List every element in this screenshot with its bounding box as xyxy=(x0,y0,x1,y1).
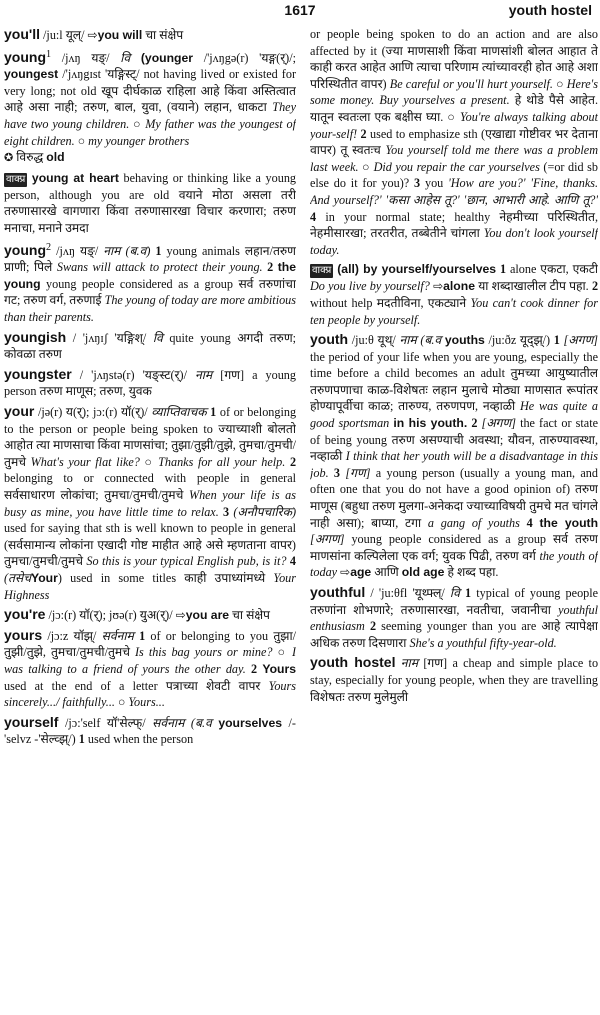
entry-youre xyxy=(4,606,296,624)
entry-young-2 xyxy=(4,240,296,326)
part-of-speech: नाम (ब.व) xyxy=(103,243,151,258)
pronunciation: /ju:θ यूथ्/ xyxy=(351,333,396,348)
cross-reference: you will xyxy=(97,28,143,42)
separator: ○ xyxy=(77,133,86,148)
sense-number: 2 xyxy=(591,279,598,294)
idiom-tag: वाक्प्र xyxy=(312,265,332,277)
pronunciation: /'jʌŋgɪst 'यङ्गिस्ट्/ xyxy=(62,67,140,82)
definition: in your normal state; healthy नेहमीच्या परिस्थितीत, नेहमीसारखा; तरतरीत, तब्बेतीने चांगला xyxy=(310,209,598,241)
sense-number: 4 xyxy=(289,554,296,569)
example: youthful enthusiasm xyxy=(310,602,598,634)
note: (तसेच xyxy=(4,570,31,585)
example: You can't cook dinner for ten people by yourself. xyxy=(310,295,598,327)
pronunciation: /-'selvz -'सेल्व्झ्/) xyxy=(4,715,296,747)
comparative: (younger xyxy=(140,50,194,65)
part-of-speech: वि xyxy=(449,586,460,600)
separator: ○ xyxy=(362,159,371,174)
example: Swans will attack to protect their young. xyxy=(56,260,263,275)
arrow-icon: ⇨ xyxy=(433,279,444,294)
definition: used for saying that sth is well known to people in general (सर्वसामान्य लोकांना एखादी गोष्ट माहीत आहे असे म्हणताना वापर) तुमचा/तुमची/तुमचे xyxy=(4,521,296,569)
keyword: the young xyxy=(4,260,296,291)
definition: without help मदतीविना, एकट्याने xyxy=(310,295,467,310)
definition: the period of your life when you are young, especially the time before a child becomes an adult तुमच्या आयुष्यातील तरुणपणाचा काळ-विशेषतः लहान मुलाचे मोठ्या माणसात रूपांतर होण्यापूर्वीचा काळ; तारुण्य, तरुणपण, नव्हाळी xyxy=(310,349,598,414)
sense-number: 3 xyxy=(223,504,230,519)
entry-youngster xyxy=(4,366,296,400)
sense-number: 1 xyxy=(78,732,85,747)
definition: or people being spoken to do an action and are also affected by it (ज्या माणसाशी किंवा माणसांशी बोलत आहात ते काही करत आहेत आणि त्याचा परिणाम त्यांच्यावरही होत आहे अशा परिस्थितीत वापर) xyxy=(310,27,598,91)
cross-reference: you are xyxy=(185,608,230,623)
arrow-icon: ⇨ xyxy=(87,28,98,42)
sense-number: 1 xyxy=(139,628,146,643)
register-label: (अनौपचारिक) xyxy=(233,504,296,519)
sense-number: 3 xyxy=(414,176,421,191)
part-of-speech: नाम xyxy=(400,656,419,671)
right-column xyxy=(310,26,598,1011)
plural-form: youths xyxy=(444,333,485,348)
entry-your xyxy=(4,403,296,603)
separator: ○ xyxy=(447,109,456,124)
entry-youthful xyxy=(310,584,598,651)
note: हे शब्द पहा. xyxy=(447,565,499,580)
example: the youth of today xyxy=(310,548,598,580)
grammar-label: [गण] xyxy=(423,656,448,671)
definition: of or belonging to the person or people being spoken to ज्याच्याशी बोलतो आहोत त्या माणसाचा किंवा माणसांचा; तुझा/तुझी/तुझे, तुमचा/तुमची/तुमचे xyxy=(4,405,296,469)
part-of-speech: व्याप्तिवाचक xyxy=(151,405,207,419)
sense-number: 4 xyxy=(310,209,317,224)
page-number: 1617 xyxy=(284,2,316,18)
opposite-word: old xyxy=(46,150,65,165)
sense-number: 1 xyxy=(210,405,217,419)
entry-yourself xyxy=(4,714,296,748)
grammar-label: [गण] xyxy=(220,367,245,382)
example: my younger brothers xyxy=(88,133,190,148)
note: चा संक्षेप xyxy=(232,608,270,623)
entry-yours xyxy=(4,627,296,711)
headword: youth xyxy=(310,331,349,348)
part-of-speech: वि xyxy=(152,330,163,345)
sense-number: 1 xyxy=(500,262,507,277)
arrow-icon: ⇨ xyxy=(340,565,351,580)
example: Is this bag yours or mine? xyxy=(134,645,273,660)
entry-youll xyxy=(4,26,296,44)
separator: ○ xyxy=(556,76,564,91)
plural-label: (ब.व xyxy=(190,715,212,730)
definition: quite young अगदी तरुण; कोवळा तरुण xyxy=(4,330,296,362)
pronunciation: /jʌŋ यङ्/ xyxy=(56,243,99,258)
example: a gang of youths xyxy=(427,515,520,530)
opposite-icon: ✪ xyxy=(4,151,14,165)
example: You're always talking about your-self! xyxy=(310,109,598,141)
example: Be careful or you'll hurt yourself. xyxy=(389,76,553,91)
definition: used when the person xyxy=(87,732,194,747)
page-header xyxy=(0,0,600,24)
note: या शब्दाखालील टीप पहा. xyxy=(478,279,589,294)
pronunciation: /'jʌŋgə(r) 'यङ्ग(र्)/; xyxy=(203,50,296,65)
sense-number: 2 xyxy=(251,661,258,676)
pronunciation: /ju:l यूल्/ xyxy=(43,28,85,42)
definition: used at the end of a letter पत्राच्या शेवटी वापर xyxy=(4,678,261,693)
definition: a young person तरुण माणूस; तरुण, युवक xyxy=(4,367,296,399)
definition: you xyxy=(424,176,444,191)
separator: ○ xyxy=(144,454,154,469)
translation: 'कसा आहेस तू?' 'छान, आभारी आहे. आणि तू?' xyxy=(385,192,598,207)
example: Your Highness xyxy=(4,570,296,602)
grammar-label: [अगण] xyxy=(481,416,516,431)
cross-reference: alone xyxy=(443,279,475,294)
sense-number: 2 xyxy=(471,416,478,431)
pronunciation: / 'ju:θfl 'यूथ्फ्ल्/ xyxy=(370,586,445,600)
grammar-label: [गण] xyxy=(345,465,371,480)
example: The young of today are more ambitious than their parents. xyxy=(4,293,296,325)
example: I think that her youth will be a disadvantage in this job. xyxy=(310,449,598,480)
entry-youth-hostel xyxy=(310,654,598,705)
arrow-icon: ⇨ xyxy=(175,608,186,623)
translation: हे थोडे पैसे आहेत. यातून स्वतःला एक बक्षीस घ्या. xyxy=(310,93,598,124)
idiom-definition: behaving or thinking like a young person, although you are old वयाने मोठा असला तरी तरुणासारखे वागणारा किंवा तरुणासारखा विचार करणारा; तरुण मनाचा, मनाने उमदा xyxy=(4,170,296,235)
definition: used to emphasize sth (एखाद्या गोष्टीवर भर देताना वापर) तू स्वतःच xyxy=(310,126,598,158)
headword: youth hostel xyxy=(310,654,396,671)
pronunciation: / 'jʌŋstə(r) 'यङ्स्ट(र्)/ xyxy=(79,367,187,382)
homograph-number: 1 xyxy=(46,48,52,60)
opposite-label: विरुद्ध xyxy=(16,150,44,165)
plural-form: yourselves xyxy=(218,715,282,730)
idiom-tag: वाक्प्र xyxy=(6,173,26,185)
example: 'How are you?' 'Fine, thanks. And yourself?' xyxy=(310,176,598,207)
grammar-label: [अगण] xyxy=(310,532,345,547)
example: You don't look yourself today. xyxy=(310,226,598,257)
definition: of or belonging to you तुझा/तुझी/तुझे, तुमचा/तुमची/तुमचे xyxy=(4,628,296,660)
definition: typical of young people तरुणांना शोभणारे; तरुणासारखा, नवतीचा, जवानीचा xyxy=(310,586,598,617)
plural-label: (ब.व xyxy=(420,333,442,348)
example: When your life is as busy as mine, you have little time to relax. xyxy=(4,487,296,519)
cross-reference: old age xyxy=(401,565,445,580)
headword: your xyxy=(4,403,35,419)
pronunciation: /jɔ:(r) यॉ(र्); jʊə(r) युअ(र्)/ xyxy=(48,608,173,623)
sense-number: 2 xyxy=(360,126,367,141)
example: You yourself told me there was a problem last week. xyxy=(310,143,598,174)
example: My father was the youngest of eight children. xyxy=(4,117,296,148)
variant: Your xyxy=(30,570,58,585)
pronunciation: /jə(r) य(र्); jɔ:(r) यॉ(र्)/ xyxy=(37,405,148,419)
part-of-speech: सर्वनाम xyxy=(152,715,185,730)
definition: not having lived or existed for very long; not old खूप दीर्घकाळ राहिला आहे किंवा अस्तित्वात आहे असा नाही; तरुण, बाल, युवा, (वयाने) लहान, धाकटा xyxy=(4,67,296,115)
part-of-speech: सर्वनाम xyxy=(101,628,134,643)
headword: young xyxy=(4,241,46,258)
definition: belonging to or connected with people in general सर्वसाधारण लोकांचा; तुमचा/तुमची/तुमचे xyxy=(4,471,296,502)
definition: used in some titles काही उपाध्यांमध्ये xyxy=(70,570,266,585)
example: Yours sincerely.../ faithfully... xyxy=(4,678,296,710)
keyword: the youth xyxy=(539,515,598,530)
guide-word: youth hostel xyxy=(508,2,592,18)
headword: youthful xyxy=(310,584,366,600)
separator: ○ xyxy=(117,695,126,710)
example: Did you repair the car yourselves xyxy=(373,159,540,174)
headword: you're xyxy=(4,606,46,623)
idiom: (all) by yourself/yourselves xyxy=(337,262,497,277)
definition: alone एकटा, एकटी xyxy=(510,262,598,277)
separator: ○ xyxy=(133,117,142,132)
definition: seeming younger than you are आहे त्यापेक्षा अधिक तरुण दिसणारा xyxy=(310,619,598,650)
grammar-label: [अगण] xyxy=(563,333,598,348)
homograph-number: 2 xyxy=(46,241,52,253)
headword: youngish xyxy=(4,328,67,345)
part-of-speech: वि xyxy=(120,50,131,65)
definition: young people considered as a group सर्व तरुणांचा गट; तरुण वर्ग, तरुणाई xyxy=(4,276,296,308)
pronunciation: /jɔ:'self यॉ'सेल्फ्/ xyxy=(65,715,146,730)
example: Thanks for all your help. xyxy=(158,454,286,469)
definition: a young person (usually a young man, and often one that you do not have a good opinion of) तरुण माणूस (बहुधा तरुण मुलगा-अनेकदा ज्याच्याविषयी तुमचे मत चांगले नाही असा); बाप्या, टगा xyxy=(310,465,598,530)
example: Here's some money. Buy yourselves a present. xyxy=(310,76,598,108)
pronunciation: /ju:ðz यूद्झ्/) xyxy=(488,333,551,348)
idiom: young at heart xyxy=(31,170,119,185)
sense-number: 2 xyxy=(267,260,274,275)
sense-number: 1 xyxy=(553,333,560,348)
headword: yourself xyxy=(4,713,59,730)
headword: you'll xyxy=(4,26,40,42)
sense-number: 2 xyxy=(289,454,296,469)
example: She's a youthful fifty-year-old. xyxy=(409,635,557,650)
sense-number: 2 xyxy=(369,619,377,634)
part-of-speech: नाम xyxy=(399,333,417,348)
headword: young xyxy=(4,48,46,65)
entry-young-1 xyxy=(4,47,296,237)
example: I was talking to a friend of yours the other day. xyxy=(4,645,296,676)
entry-yourself-continued xyxy=(310,26,598,328)
example: What's your flat like? xyxy=(30,454,140,469)
separator: ○ xyxy=(277,645,287,660)
superlative: youngest xyxy=(4,67,59,82)
sense-number: 1 xyxy=(155,243,162,258)
pronunciation: / 'jʌŋɪʃ 'यङ्गिश्/ xyxy=(72,330,147,345)
example: Do you live by yourself? xyxy=(310,279,430,294)
example: He was quite a good sportsman xyxy=(310,399,598,431)
definition: the fact or state of being young तरुण असण्याची अवस्था; यौवन, तारुण्यावस्था, नव्हाळी xyxy=(310,416,598,464)
sense-number: 4 xyxy=(526,515,533,530)
headword: yours xyxy=(4,626,43,643)
entry-youth xyxy=(310,331,598,581)
example: So this is your typical English pub, is it? xyxy=(86,554,287,569)
example: Yours... xyxy=(128,695,165,710)
keyword: Yours xyxy=(262,661,296,676)
pronunciation: /jʌŋ यङ्/ xyxy=(61,50,110,65)
part-of-speech: नाम xyxy=(195,367,213,382)
note: ) xyxy=(57,570,62,585)
headword: youngster xyxy=(4,365,72,382)
note: चा संक्षेप xyxy=(145,28,184,42)
conjunction: आणि xyxy=(374,565,399,580)
note: (=or did sb else do it for you)? xyxy=(310,159,598,191)
sense-number: 1 xyxy=(465,586,472,600)
keyword: in his youth. xyxy=(393,416,468,431)
definition: a cheap and simple place to stay, especially for young people, when they are travelling विशेषतः तरुण मुलेमुली xyxy=(310,656,598,704)
left-column xyxy=(4,26,296,1011)
sense-number: 3 xyxy=(333,465,341,480)
entry-youngish xyxy=(4,329,296,363)
example: They have two young children. xyxy=(4,100,296,132)
definition: young animals लहान/तरुण प्राणी; पिले xyxy=(4,243,296,275)
definition: young people considered as a group सर्व तरुण माणसांना कल्पिलेला एक वर्ग; युवक पिढी, तरुण वर्ग xyxy=(310,532,598,563)
cross-reference: age xyxy=(350,565,372,580)
pronunciation: /jɔ:z यॉझ्/ xyxy=(47,628,97,643)
